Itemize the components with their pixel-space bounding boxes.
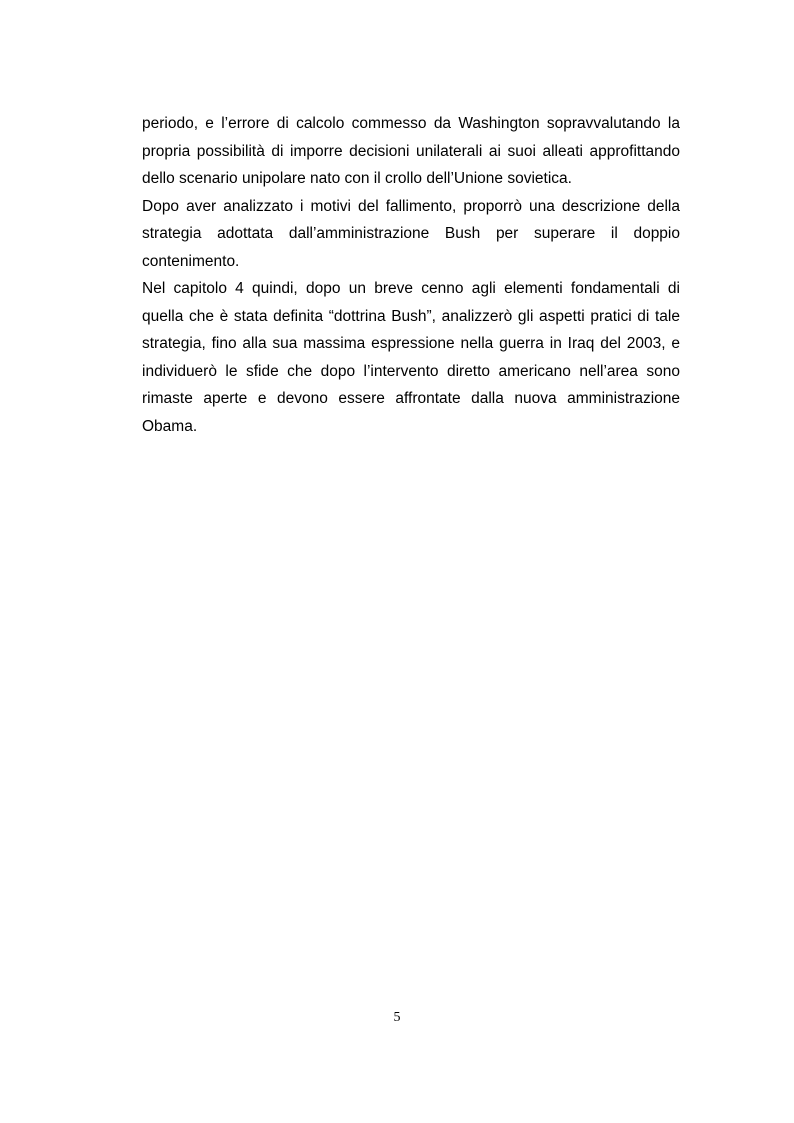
paragraph-3: Nel capitolo 4 quindi, dopo un breve cenno agli elementi fondamentali di quella che è stata definita “dottrina Bush”, analizzerò gli aspetti pratici di tale strategia, fino alla sua massima espressione nella guerra in Iraq del 2003, e individuerò le sfide che dopo l’intervento diretto americano nell’area sono rimaste aperte e devono essere affrontate dalla nuova amministrazione Obama. [142,280,680,435]
body-text [142,110,680,440]
paragraph-1: periodo, e l’errore di calcolo commesso da Washington sopravvalutando la propria possibilità di imporre decisioni unilaterali ai suoi alleati approfittando dello scenario unipolare nato con il crollo dell’Unione sovietica. [142,115,680,187]
page-number: 5 [393,1010,401,1025]
paragraph-2: Dopo aver analizzato i motivi del fallimento, proporrò una descrizione della strategia adottata dall’amministrazione Bush per superare il doppio contenimento. [142,197,680,270]
